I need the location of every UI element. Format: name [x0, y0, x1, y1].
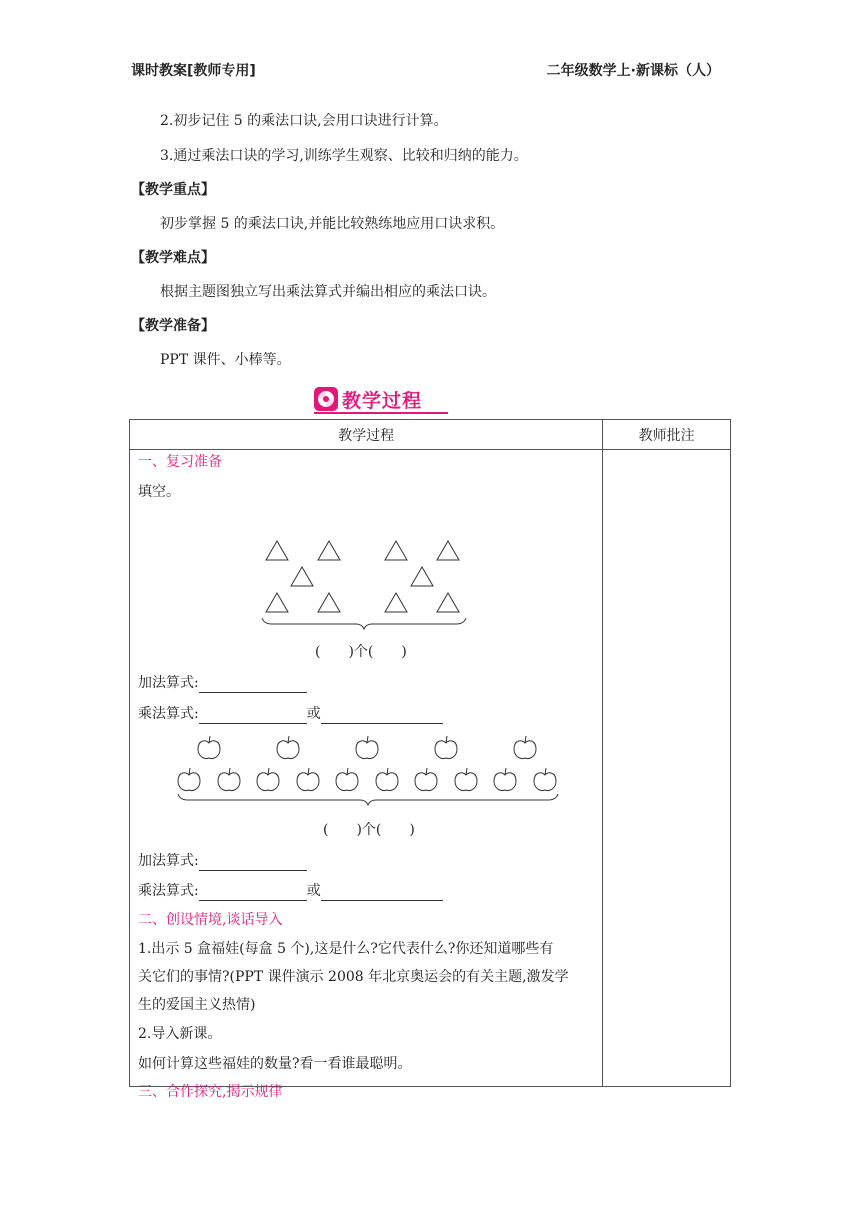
process-banner: [314, 386, 448, 414]
multiplication-blank-2: [321, 708, 443, 724]
difficulty-heading: 【教学难点】: [131, 250, 215, 266]
section2-p1-line3: 生的爱国主义热情): [138, 997, 256, 1013]
section2-p1-line2: 关它们的事情?(PPT 课件演示 2008 年北京奥运会的有关主题,激发学: [138, 969, 569, 985]
section2-p2: 2.导入新课。: [138, 1026, 222, 1042]
section2-title: 二、创设情境,谈话导入: [138, 912, 283, 928]
apple-icon: [494, 768, 516, 791]
banner-underline: [314, 412, 448, 414]
addition-label: 加法算式:: [138, 675, 199, 691]
preparation-text: PPT 课件、小棒等。: [160, 352, 291, 368]
multiplication-label: 乘法算式:: [138, 883, 199, 899]
process-content-cell: [130, 450, 603, 1100]
apples-caption: ( )个( ): [323, 822, 415, 838]
brace-icon: [262, 618, 466, 629]
brace-icon: [178, 794, 558, 805]
apple-icon: [514, 736, 536, 759]
apples-addition-row: [138, 851, 307, 871]
triangle-icon: [318, 541, 340, 560]
apple-icon: [455, 768, 477, 791]
addition-blank: [199, 677, 307, 693]
apple-icon: [178, 768, 200, 791]
preparation-heading: 【教学准备】: [131, 318, 215, 334]
addition-blank: [199, 855, 307, 871]
section3-title: 三、合作探究,揭示规律: [138, 1084, 283, 1100]
fill-instruction: 填空。: [138, 484, 180, 500]
triangle-icon: [385, 593, 407, 612]
column-header-notes: 教师批注: [603, 420, 731, 450]
or-text: 或: [306, 883, 321, 899]
triangle-icon: [437, 593, 459, 612]
banner-title: 教学过程: [342, 390, 423, 412]
header-left: 课时教案[教师专用]: [131, 63, 256, 79]
header-right: 二年级数学上·新课标（人）: [546, 63, 720, 79]
difficulty-text: 根据主题图独立写出乘法算式并编出相应的乘法口诀。: [160, 284, 496, 300]
key-point-text: 初步掌握 5 的乘法口诀,并能比较熟练地应用口诀求积。: [160, 216, 505, 232]
apples-figure: [174, 732, 564, 806]
triangles-addition-row: [138, 673, 307, 693]
multiplication-blank-2: [321, 885, 443, 901]
triangles-multiplication-row: [138, 704, 443, 724]
apple-icon: [534, 768, 556, 791]
triangle-icon: [385, 541, 407, 560]
multiplication-blank-1: [199, 708, 307, 724]
apple-icon: [297, 768, 319, 791]
apple-icon: [376, 768, 398, 791]
triangles-figure: [260, 538, 470, 632]
apple-icon: [257, 768, 279, 791]
multiplication-blank-1: [199, 885, 307, 901]
section2-p3: 如何计算这些福娃的数量?看一看谁最聪明。: [138, 1056, 412, 1072]
apple-icon: [277, 736, 299, 759]
column-header-process: 教学过程: [130, 420, 603, 450]
key-point-heading: 【教学重点】: [131, 182, 215, 198]
objective-2: 2.初步记住 5 的乘法口诀,会用口诀进行计算。: [160, 113, 448, 129]
apple-icon: [356, 736, 378, 759]
section1-title: 一、复习准备: [138, 454, 222, 470]
triangle-icon: [318, 593, 340, 612]
triangles-caption: ( )个( ): [315, 644, 407, 660]
banner-swirl-icon: [314, 387, 338, 411]
multiplication-label: 乘法算式:: [138, 706, 199, 722]
teacher-notes-cell[interactable]: [603, 450, 731, 1087]
objective-3: 3.通过乘法口诀的学习,训练学生观察、比较和归纳的能力。: [160, 148, 528, 164]
apple-icon: [336, 768, 358, 791]
apple-icon: [415, 768, 437, 791]
triangle-icon: [291, 567, 313, 586]
triangle-icon: [411, 567, 433, 586]
apples-multiplication-row: [138, 881, 443, 901]
apple-icon: [435, 736, 457, 759]
triangle-icon: [266, 593, 288, 612]
process-table: [129, 419, 731, 1100]
triangle-icon: [437, 541, 459, 560]
section2-p1-line1: 1.出示 5 盒福娃(每盒 5 个),这是什么?它代表什么?你还知道哪些有: [138, 941, 554, 957]
or-text: 或: [306, 706, 321, 722]
triangle-icon: [266, 541, 288, 560]
apple-icon: [218, 768, 240, 791]
addition-label: 加法算式:: [138, 853, 199, 869]
apple-icon: [198, 736, 220, 759]
